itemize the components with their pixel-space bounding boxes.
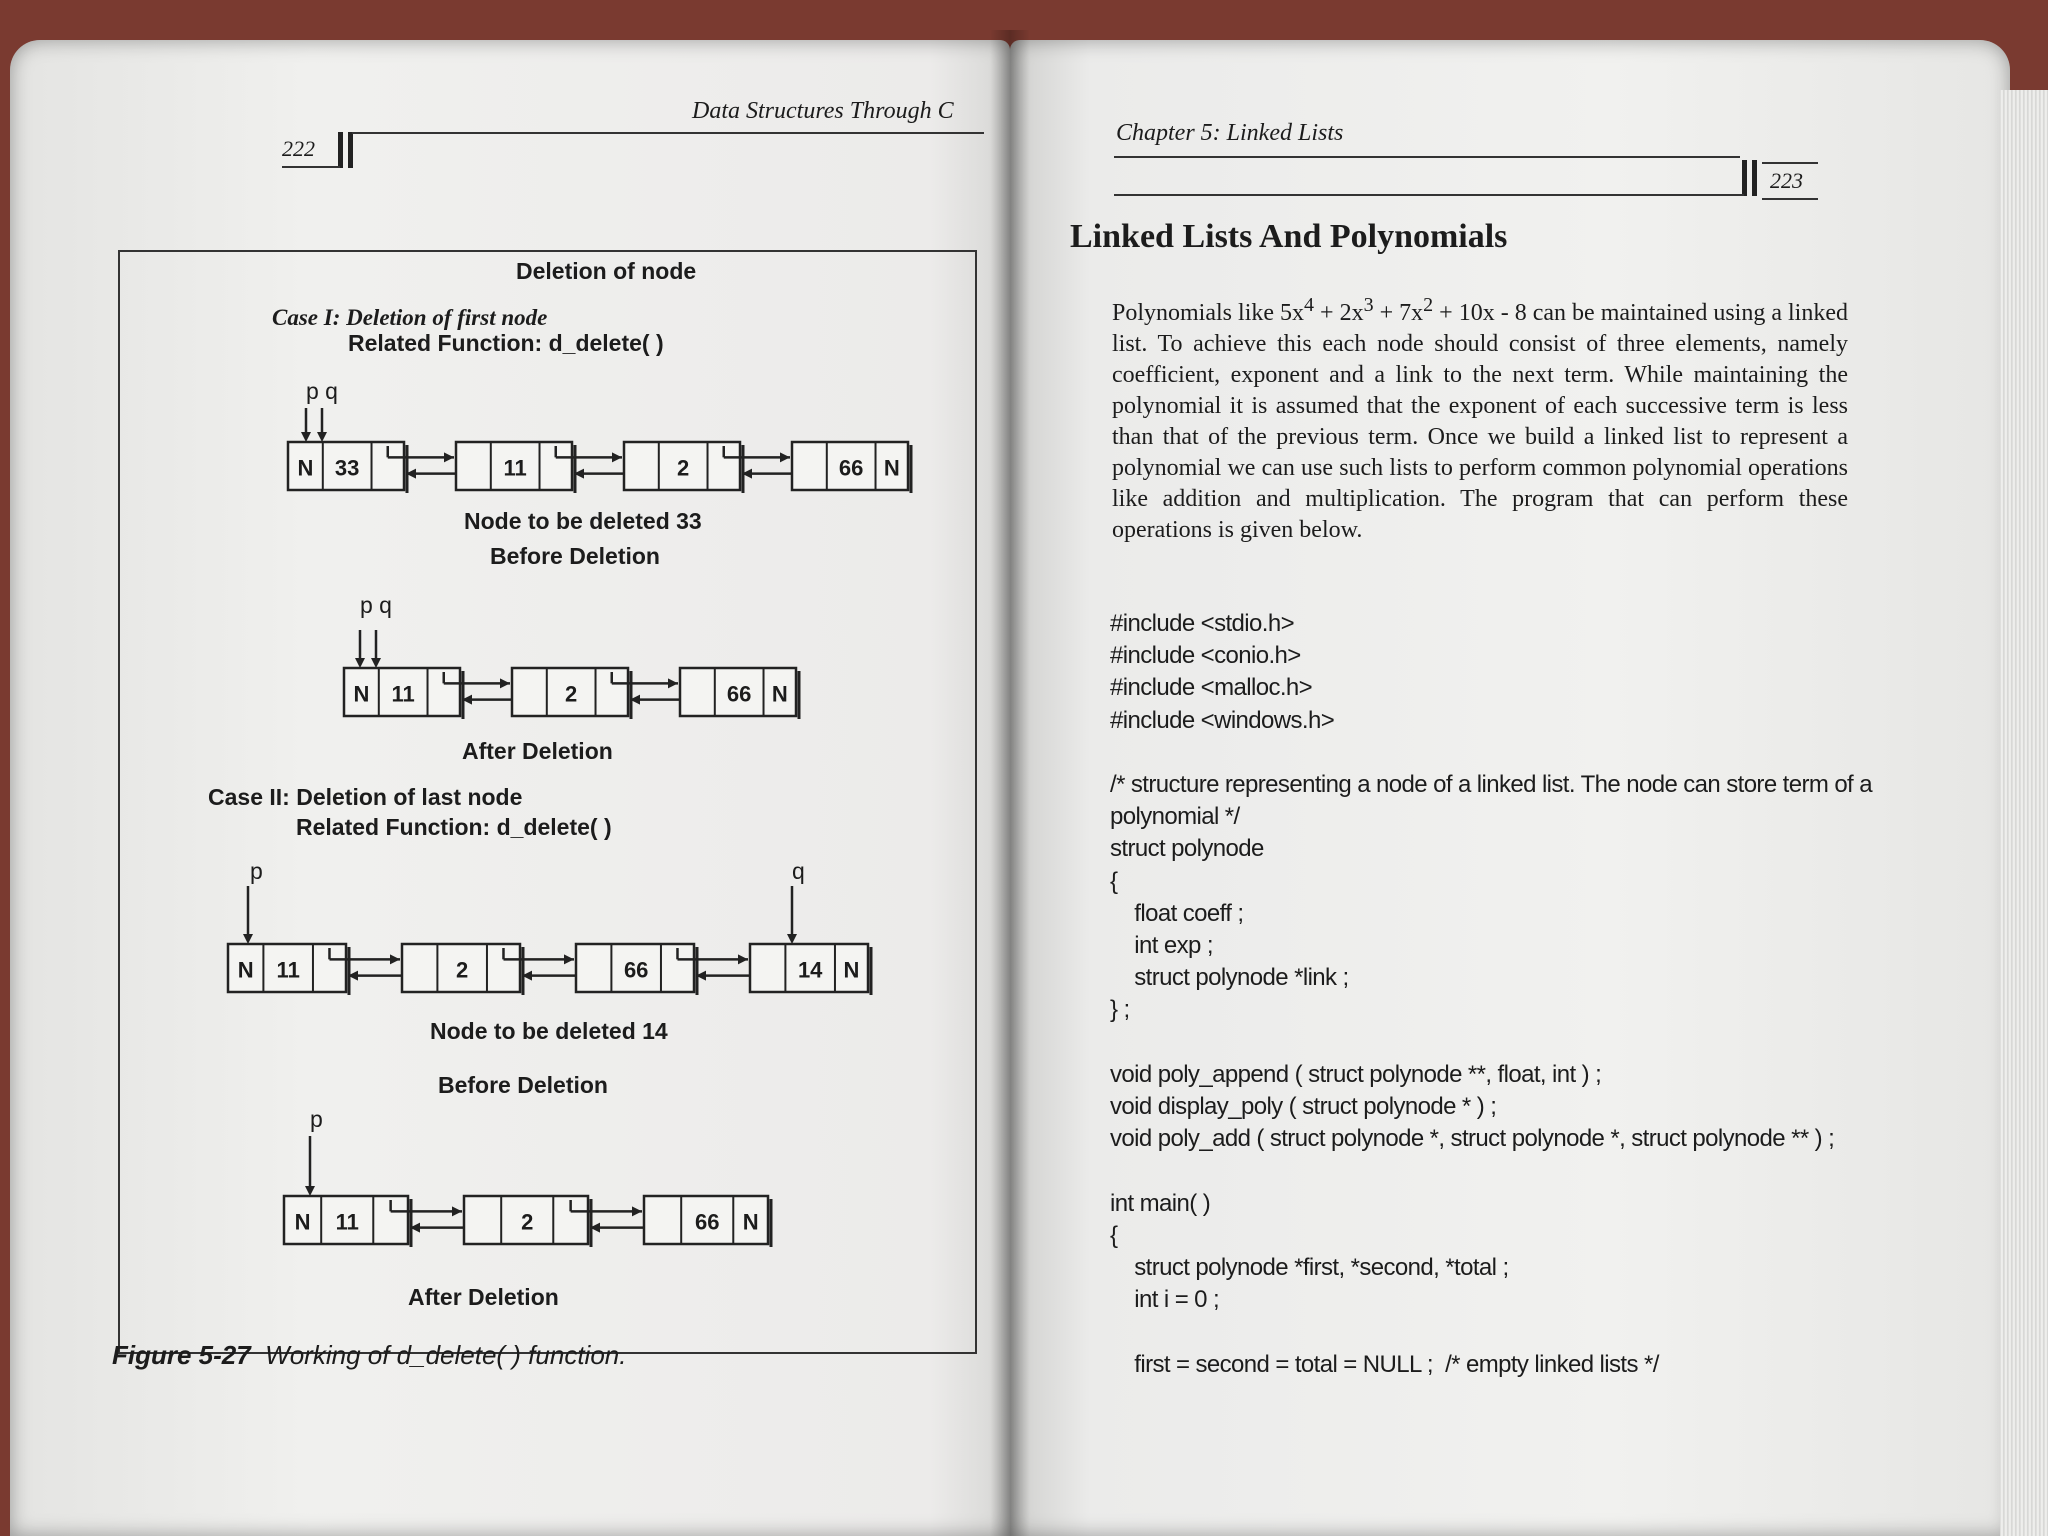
node-prev-null: N (297, 455, 314, 481)
node-value: 2 (677, 455, 690, 481)
figure-caption (112, 1340, 626, 1371)
node-value: 66 (694, 1209, 720, 1235)
intro-paragraph (1112, 290, 1848, 546)
node-value: 2 (521, 1209, 534, 1235)
code-line: int exp ; (1110, 932, 1213, 959)
node-value: 14 (797, 957, 823, 983)
case1-node-note: Node to be deleted 33 (464, 508, 702, 534)
node-value: 11 (391, 681, 415, 707)
next-arrow (564, 954, 574, 964)
figure-caption-number: Figure 5-27 (112, 1340, 251, 1370)
node-value: 11 (503, 455, 527, 481)
pointer-p-arrow-head (243, 934, 253, 944)
code-line: /* structure representing a node of a linked list. The node can store term of a (1110, 771, 1872, 798)
right-page-number-rule (1762, 162, 1818, 164)
section-heading: Linked Lists And Polynomials (1070, 218, 1508, 255)
exp-1: 4 (1304, 294, 1315, 316)
pointer-q-arrow-head (317, 432, 327, 442)
code-line: #include <windows.h> (1110, 706, 1335, 734)
next-arrow (612, 452, 622, 462)
case2-title: Case II: Deletion of last node (208, 784, 523, 810)
code-line: { (1110, 867, 1118, 895)
term-1: + 2x (1314, 300, 1364, 326)
code-line: { (1110, 1221, 1118, 1249)
code-line: void poly_append ( struct polynode **, float, int ) ; (1110, 1060, 1602, 1088)
right-header-bar (1742, 160, 1747, 196)
code-line: polynomial */ (1110, 803, 1240, 831)
exp-2: 3 (1363, 294, 1374, 316)
next-arrow (632, 1206, 642, 1216)
node-value: 11 (335, 1209, 359, 1235)
figure-title: Deletion of node (516, 258, 697, 284)
pointer-p-arrow-head (305, 1186, 315, 1196)
figure-caption-text: Working of d_delete( ) function. (265, 1340, 627, 1370)
code-line: float coeff ; (1110, 899, 1244, 927)
right-running-title: Chapter 5: Linked Lists (1116, 120, 1344, 146)
code-line: struct polynode *first, *second, *total ; (1110, 1254, 1509, 1281)
case2-pointer-after: p (310, 1106, 323, 1132)
code-line: first = second = total = NULL ; /* empty linked lists */ (1110, 1350, 1659, 1378)
case2-before-label: Before Deletion (438, 1072, 608, 1098)
node-value: 33 (334, 455, 360, 481)
code-line: struct polynode *link ; (1110, 964, 1349, 992)
case1-title: Case I: Deletion of first node (272, 305, 548, 330)
case2-pointer-q: q (792, 858, 805, 884)
code-line: #include <conio.h> (1110, 642, 1301, 670)
left-running-title: Data Structures Through C (692, 98, 954, 124)
node-next-null: N (883, 455, 900, 481)
case2-pointer-p: p (250, 858, 263, 884)
case1-after-label: After Deletion (462, 738, 613, 764)
pointer-p-arrow-head (301, 432, 311, 442)
node-prev-null: N (353, 681, 370, 707)
node-next-null: N (843, 957, 860, 983)
right-header-bar-2 (1752, 160, 1757, 196)
case1-pointer-before: p q (306, 378, 338, 404)
pointer-q-arrow-head (787, 934, 797, 944)
next-arrow (668, 678, 678, 688)
node-prev-null: N (237, 957, 254, 983)
term-3: + 10x - 8 (1433, 300, 1527, 326)
case1-pointer-after: p q (360, 592, 392, 618)
term-2: + 7x (1373, 300, 1424, 326)
next-arrow (390, 954, 400, 964)
node-next-null: N (771, 681, 788, 707)
right-page-number: 223 (1770, 168, 1803, 193)
code-line: void display_poly ( struct polynode * ) ; (1110, 1093, 1497, 1120)
right-header-rule-2 (1114, 194, 1744, 196)
right-header-rule (1114, 156, 1740, 158)
code-line: int i = 0 ; (1110, 1286, 1220, 1314)
code-line: void poly_add ( struct polynode *, struct polynode *, struct polynode ** ) ; (1110, 1125, 1835, 1153)
paragraph-rest: can be maintained using a linked list. To achieve this each node should consist of three elements, namely coefficient, exponent and a link to the next term. While maintaining the polynomial it is assumed that the exponent of each successive term is less than that of the previous term. Once we build a linked list to represent a polynomial we can use such lists to perform common polynomial operations like addition and multiplication. The program that can perform these operations is given below. (1112, 300, 1849, 543)
node-value: 2 (565, 681, 578, 707)
next-arrow (738, 954, 748, 964)
next-arrow (452, 1206, 462, 1216)
case2-function: Related Function: d_delete( ) (296, 814, 612, 840)
next-arrow (444, 452, 454, 462)
pointer-q-arrow-head (371, 658, 381, 668)
right-page-number-rule-2 (1762, 198, 1818, 200)
paragraph-prefix: Polynomials like 5x (1112, 300, 1305, 326)
node-value: 66 (838, 455, 864, 481)
code-line: #include <stdio.h> (1110, 610, 1295, 637)
code-line: #include <malloc.h> (1110, 674, 1313, 702)
code-line: int main( ) (1110, 1189, 1211, 1217)
exp-3: 2 (1423, 294, 1434, 316)
node-value: 2 (456, 957, 469, 983)
pointer-p-arrow-head (355, 658, 365, 668)
node-value: 11 (276, 957, 300, 983)
node-next-null: N (742, 1209, 759, 1235)
case2-node-note: Node to be deleted 14 (430, 1018, 668, 1044)
code-line: struct polynode (1110, 835, 1264, 863)
next-arrow (780, 452, 790, 462)
node-value: 66 (726, 681, 752, 707)
next-arrow (500, 678, 510, 688)
left-page-number: 222 (282, 136, 315, 161)
node-prev-null: N (294, 1209, 311, 1235)
case1-before-label: Before Deletion (490, 543, 660, 569)
case1-function: Related Function: d_delete( ) (348, 330, 664, 356)
node-value: 66 (623, 957, 649, 983)
case2-after-label: After Deletion (408, 1284, 559, 1310)
code-line: } ; (1110, 996, 1130, 1024)
